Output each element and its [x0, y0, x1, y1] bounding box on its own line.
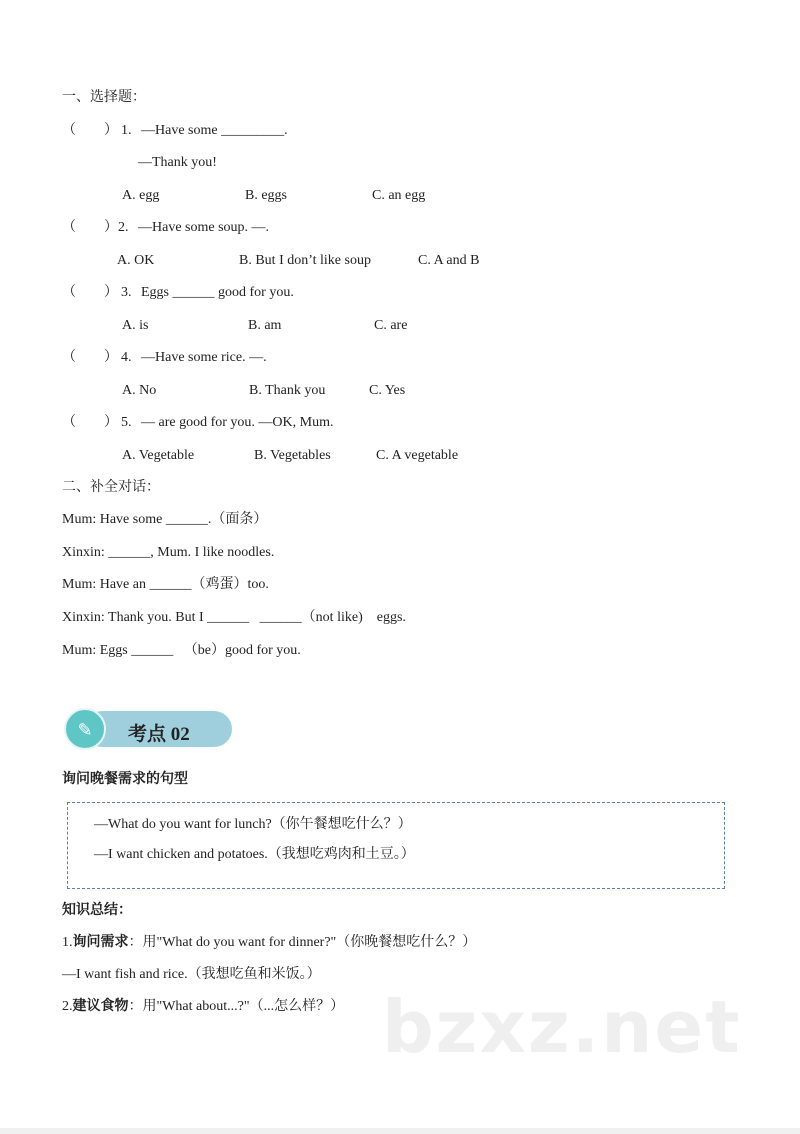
topic-badge: [64, 708, 232, 750]
dialogue-line: Xinxin: Thank you. But I ______ ______（not like) eggs.: [62, 610, 406, 625]
question-number: 4.: [121, 350, 132, 365]
question-number: 2.: [118, 220, 129, 235]
lamp-icon: ✎: [64, 708, 106, 750]
question-number: 1.: [121, 123, 132, 138]
item-label: 询问需求: [72, 935, 129, 950]
item-text: ：用"What about...?"（...怎么样？）: [128, 999, 345, 1014]
answer-blank: （ ）: [62, 415, 118, 430]
option-a: A. No: [122, 383, 157, 398]
option-b: B. eggs: [245, 188, 287, 203]
question-stem: —Have some soup. —.: [138, 220, 270, 235]
option-b: B. But I don’t like soup: [239, 253, 371, 268]
option-c: C. an egg: [372, 188, 426, 203]
answer-blank: （ ）: [62, 350, 118, 365]
summary-item-2: [62, 998, 344, 1016]
option-a: A. Vegetable: [122, 448, 195, 463]
summary-title: 知识总结：: [62, 903, 132, 918]
question-number: 5.: [121, 415, 132, 430]
option-a: A. egg: [122, 188, 160, 203]
question-number: 3.: [121, 285, 132, 300]
question-stem: Eggs ______ good for you.: [141, 285, 294, 300]
question-stem-reply: —Thank you!: [138, 155, 217, 170]
question-stem: —Have some rice. —.: [141, 350, 267, 365]
option-b: B. Thank you: [249, 383, 326, 398]
section-heading: 询问晚餐需求的句型: [62, 772, 188, 787]
item-number: 1.: [62, 935, 73, 950]
answer-blank: （ ）: [62, 123, 118, 138]
dialogue-line: Mum: Eggs ______ （be）good for you.: [62, 643, 301, 658]
example-answer: —I want chicken and potatoes.（我想吃鸡肉和土豆。）: [94, 847, 415, 862]
item-number: 2.: [62, 999, 73, 1014]
item-text: ：用"What do you want for dinner?"（你晚餐想吃什么？）: [128, 935, 477, 950]
option-c: C. Yes: [369, 383, 406, 398]
option-b: B. Vegetables: [254, 448, 331, 463]
summary-answer: —I want fish and rice.（我想吃鱼和米饭。）: [62, 967, 321, 982]
item-label: 建议食物: [72, 999, 129, 1014]
dialogue-line: Xinxin: ______, Mum. I like noodles.: [62, 545, 275, 560]
summary-item-1: [62, 934, 476, 952]
section1-title: 一、选择题：: [62, 90, 146, 105]
option-a: A. OK: [117, 253, 155, 268]
option-c: C. A vegetable: [376, 448, 459, 463]
option-b: B. am: [248, 318, 282, 333]
badge-label: 考点 02: [128, 724, 190, 745]
dialogue-line: Mum: Have an ______（鸡蛋）too.: [62, 577, 269, 592]
answer-blank: （ ）: [62, 285, 118, 300]
option-c: C. A and B: [418, 253, 480, 268]
example-question: —What do you want for lunch?（你午餐想吃什么？）: [94, 817, 412, 832]
question-stem: —Have some _________.: [141, 123, 288, 138]
option-a: A. is: [122, 318, 149, 333]
option-c: C. are: [374, 318, 408, 333]
answer-blank: （ ）: [62, 220, 118, 235]
question-stem: — are good for you. —OK, Mum.: [141, 415, 334, 430]
dialogue-line: Mum: Have some ______.（面条）: [62, 512, 268, 527]
watermark: bzxz.net: [382, 985, 742, 1069]
section2-title: 二、补全对话：: [62, 480, 160, 495]
page-edge: [0, 1128, 800, 1134]
